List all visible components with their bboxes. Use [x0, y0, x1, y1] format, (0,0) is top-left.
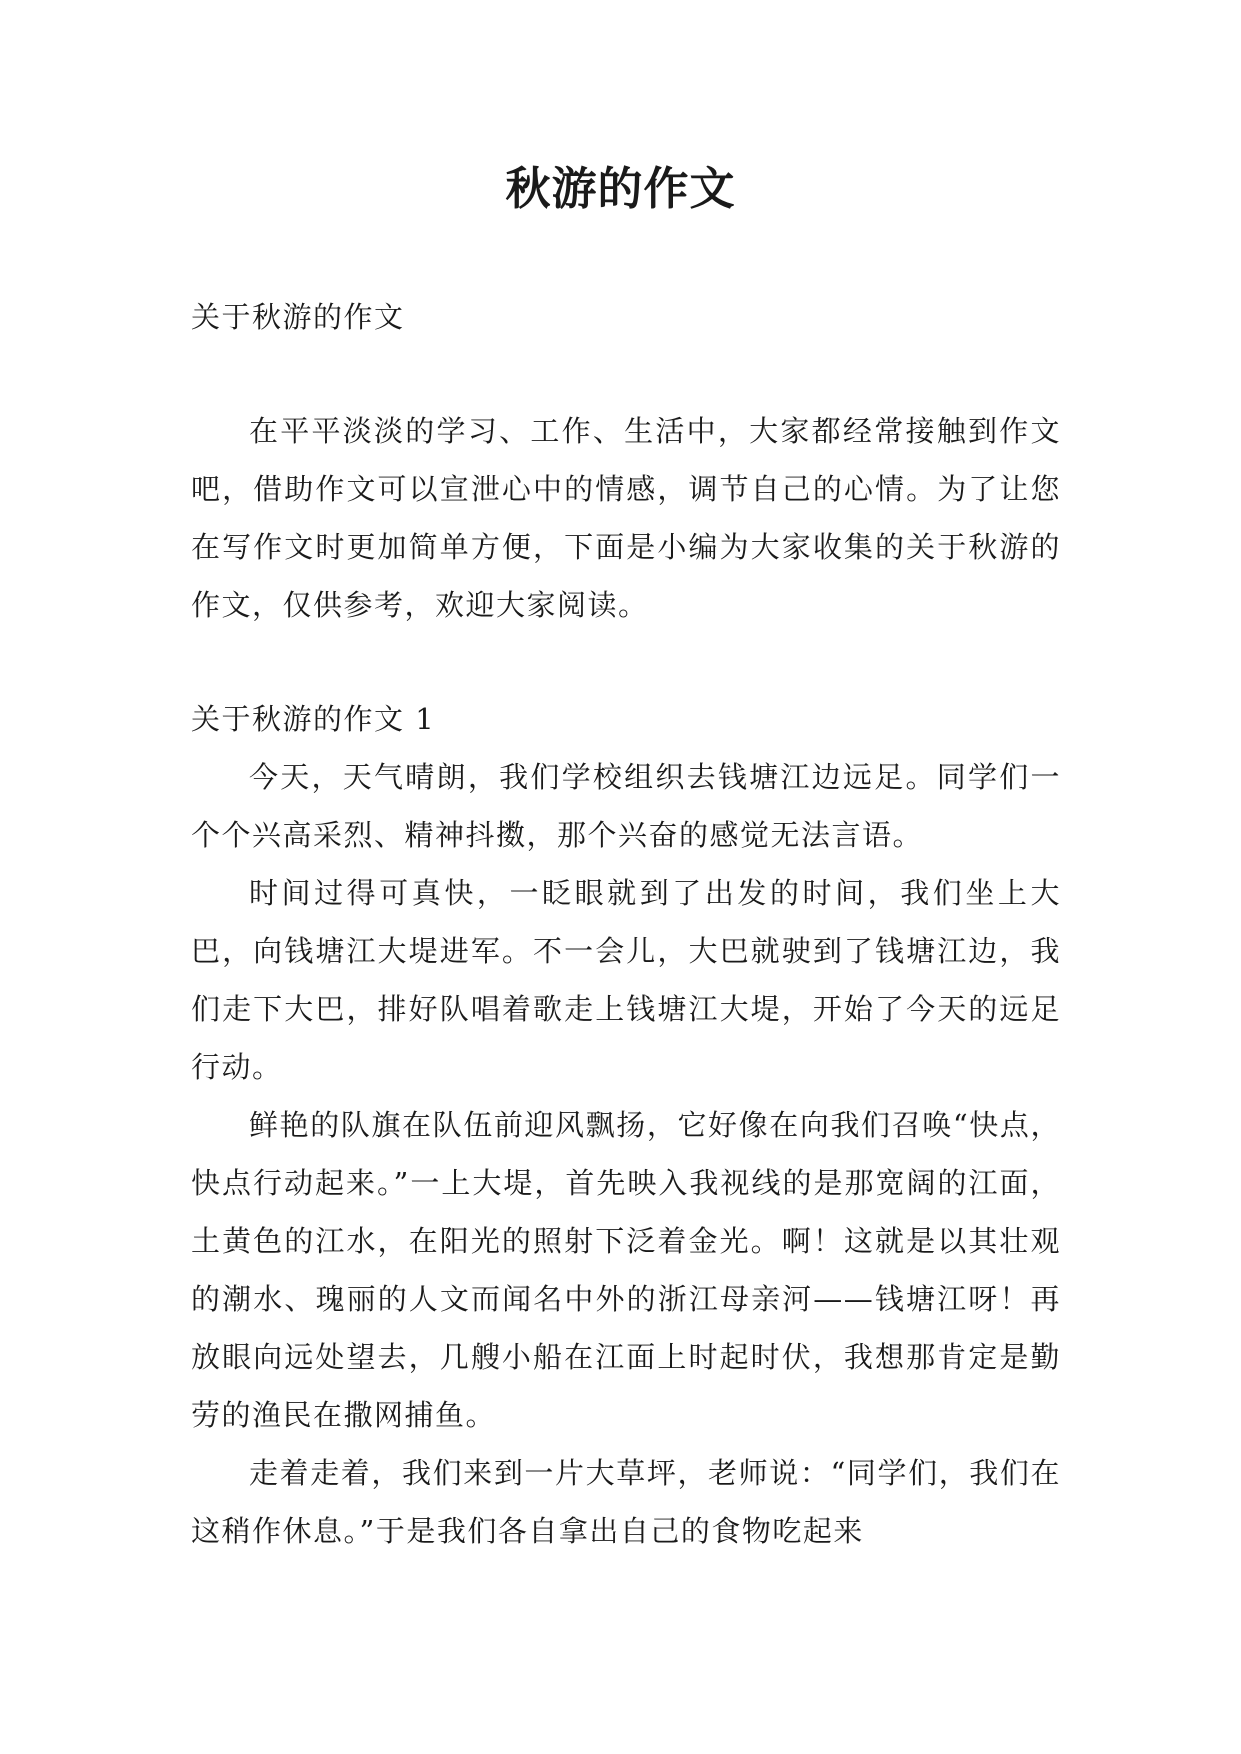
body-paragraph-2: 时间过得可真快，一眨眼就到了出发的时间，我们坐上大巴，向钱塘江大堤进军。不一会儿，大巴就驶到了钱塘江边，我们走下大巴，排好队唱着歌走上钱塘江大堤，开始了今天的远足行动。 [191, 876, 1061, 1084]
intro-paragraph: 在平平淡淡的学习、工作、生活中，大家都经常接触到作文吧，借助作文可以宣泄心中的情感，调节自己的心情。为了让您在写作文时更加简单方便，下面是小编为大家收集的关于秋游的作文，仅供参考，欢迎大家阅读。 [191, 414, 1061, 622]
document-subtitle: 关于秋游的作文 [191, 300, 405, 334]
section-heading: 关于秋游的作文 1 [191, 702, 436, 736]
body-paragraph-3: 鲜艳的队旗在队伍前迎风飘扬，它好像在向我们召唤“快点，快点行动起来。”一上大堤，首先映入我视线的是那宽阔的江面，土黄色的江水，在阳光的照射下泛着金光。啊！这就是以其壮观的潮水、瑰丽的人文而闻名中外的浙江母亲河——钱塘江呀！再放眼向远处望去，几艘小船在江面上时起时伏，我想那肯定是勤劳的渔民在撒网捕鱼。 [191, 1108, 1061, 1432]
document-body [191, 288, 1061, 1560]
body-paragraph-4: 走着走着，我们来到一片大草坪，老师说：“同学们，我们在这稍作休息。”于是我们各自拿出自己的食物吃起来 [191, 1456, 1061, 1548]
body-paragraph-1: 今天，天气晴朗，我们学校组织去钱塘江边远足。同学们一个个兴高采烈、精神抖擞，那个兴奋的感觉无法言语。 [191, 760, 1061, 852]
document-title: 秋游的作文 [505, 162, 736, 215]
